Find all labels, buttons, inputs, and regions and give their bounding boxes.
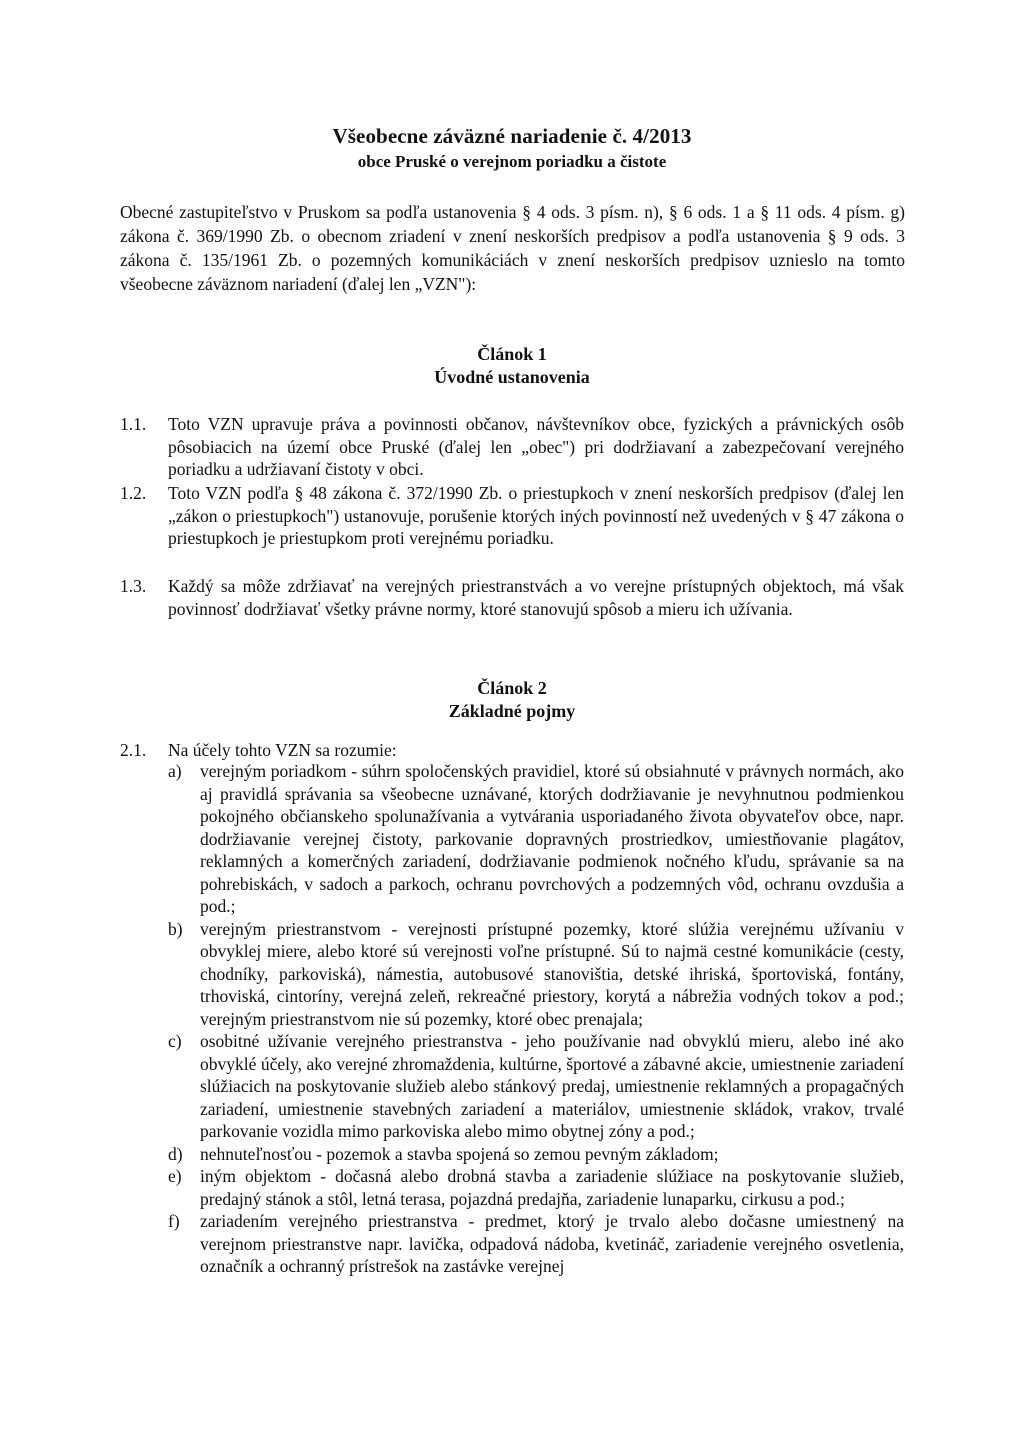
paragraph-text: Toto VZN podľa § 48 zákona č. 372/1990 Zb. o priestupkoch v znení neskorších predpisov (ďalej len „zákon o priestupkoch") ustanovuje, porušenie ktorých iných povinností než uvedených v § 47 zákona o priestupkoch je priestupkom proti verejnému poriadku.	[168, 483, 904, 548]
article-1-name: Úvodné ustanovenia	[434, 367, 590, 387]
title-block	[0, 122, 1024, 174]
paragraph-1-2	[120, 482, 904, 550]
paragraph-1-1	[120, 413, 904, 481]
list-item-text: verejným poriadkom - súhrn spoločenských pravidiel, ktoré sú obsiahnuté v právnych normách, ako aj pravidlá správania sa všeobecne uznávané, ktorých dodržiavanie je nevyhnutnou podmienkou pokojného občianskeho spolunažívania a vytvárania usporiadaného života obyvateľov obce, napr. dodržiavanie verejnej čistoty, parkovanie dopravných prostriedkov, umiestňovanie plagátov, reklamných a komerčných zariadení, dodržiavanie podmienok nočného kľudu, správanie sa na pohrebiskách, v sadoch a parkoch, ochranu povrchových a podzemných vôd, ochranu ovzdušia a pod.;	[200, 761, 904, 916]
paragraph-2-1	[120, 739, 904, 762]
list-item	[168, 1143, 904, 1166]
list-item-letter: e)	[168, 1166, 182, 1186]
list-item-letter: d)	[168, 1143, 183, 1164]
list-item-letter: a)	[168, 761, 182, 781]
article-1-heading-block	[0, 343, 1024, 389]
article-2-heading: Článok 2	[477, 678, 547, 698]
list-item-text: iným objektom - dočasná alebo drobná stavba a zariadenie slúžiace na poskytovanie služieb, predajný stánok a stôl, letná terasa, pojazdná predajňa, zariadenie lunaparku, cirkusu a pod.;	[200, 1166, 904, 1209]
paragraph-text: Každý sa môže zdržiavať na verejných priestranstvách a vo verejne prístupných objektoch, má však povinnosť dodržiavať všetky právne normy, ktoré stanovujú spôsob a mieru ich užívania.	[168, 576, 904, 619]
list-item-text: nehnuteľnosťou - pozemok a stavba spojená so zemou pevným základom;	[200, 1143, 719, 1164]
list-item	[168, 1210, 904, 1278]
list-item-text: verejným priestranstvom - verejnosti prístupné pozemky, ktoré slúžia verejnému užívaniu v obvyklej miere, alebo ktoré sú verejnosti voľne prístupné. Sú to najmä cestné komunikácie (cesty, chodníky, parkoviská), námestia, autobusové stanovištia, detské ihriská, športoviská, fontány, trhoviská, cintoríny, verejná zeleň, rekreačné priestory, korytá a nábrežia vodných tokov a pod.; verejným priestranstvom nie sú pozemky, ktoré obec prenajala;	[200, 918, 904, 1029]
list-item	[168, 1030, 904, 1143]
list-item-text: zariadením verejného priestranstva - predmet, ktorý je trvalo alebo dočasne umiestnený na verejnom priestranstve napr. lavička, odpadová nádoba, kvetináč, zariadenie verejného osvetlenia, označník a ochranný prístrešok na zastávke verejnej	[200, 1211, 904, 1276]
list-item	[168, 760, 904, 918]
paragraph-number: 1.2.	[120, 483, 147, 503]
paragraph-text: Toto VZN upravuje práva a povinnosti občanov, návštevníkov obce, fyzických a právnických osôb pôsobiacich na území obce Pruské (ďalej len „obec") pri dodržiavaní a zabezpečovaní verejného poriadku a udržiavaní čistoty v obci.	[168, 414, 904, 479]
list-item	[168, 918, 904, 1031]
list-item-letter: b)	[168, 918, 183, 939]
article-2-name: Základné pojmy	[448, 701, 576, 721]
definitions-list	[168, 760, 904, 1278]
document-title: Všeobecne záväzné nariadenie č. 4/2013	[332, 124, 692, 148]
paragraph-number: 1.3.	[120, 576, 147, 596]
list-item-text: osobitné užívanie verejného priestranstva - jeho používanie nad obvyklú mieru, alebo iné ako obvyklé účely, ako verejné zhromaždenia, kultúrne, športové a zábavné akcie, umiestnenie zariadení slúžiacich na poskytovanie služieb alebo stánkový predaj, umiestnenie reklamných a propagačných zariadení, umiestnenie stavebných zariadení a materiálov, umiestnenie skládok, vrakov, trvalé parkovanie vozidla mimo parkoviska alebo mimo obytnej zóny a pod.;	[200, 1031, 904, 1141]
article-2-heading-block	[0, 677, 1024, 723]
document-subtitle: obce Pruské o verejnom poriadku a čistote	[357, 152, 667, 171]
list-item-letter: c)	[168, 1031, 182, 1051]
intro-paragraph: Obecné zastupiteľstvo v Pruskom sa podľa ustanovenia § 4 ods. 3 písm. n), § 6 ods. 1 a § 11 ods. 4 písm. g) zákona č. 369/1990 Zb. o obecnom zriadení v znení neskorších predpisov a podľa ustanovenia § 9 ods. 3 zákona č. 135/1961 Zb. o pozemných komunikáciách v znení neskorších predpisov uznieslo na tomto všeobecne záväznom nariadení (ďalej len „VZN"):	[120, 202, 905, 294]
list-item	[168, 1165, 904, 1210]
paragraph-1-3	[120, 575, 904, 620]
paragraph-number: 2.1.	[120, 740, 147, 760]
list-item-letter: f)	[168, 1211, 180, 1231]
article-1-heading: Článok 1	[477, 344, 547, 364]
paragraph-text: Na účely tohto VZN sa rozumie:	[168, 740, 397, 760]
paragraph-number: 1.1.	[120, 414, 147, 434]
